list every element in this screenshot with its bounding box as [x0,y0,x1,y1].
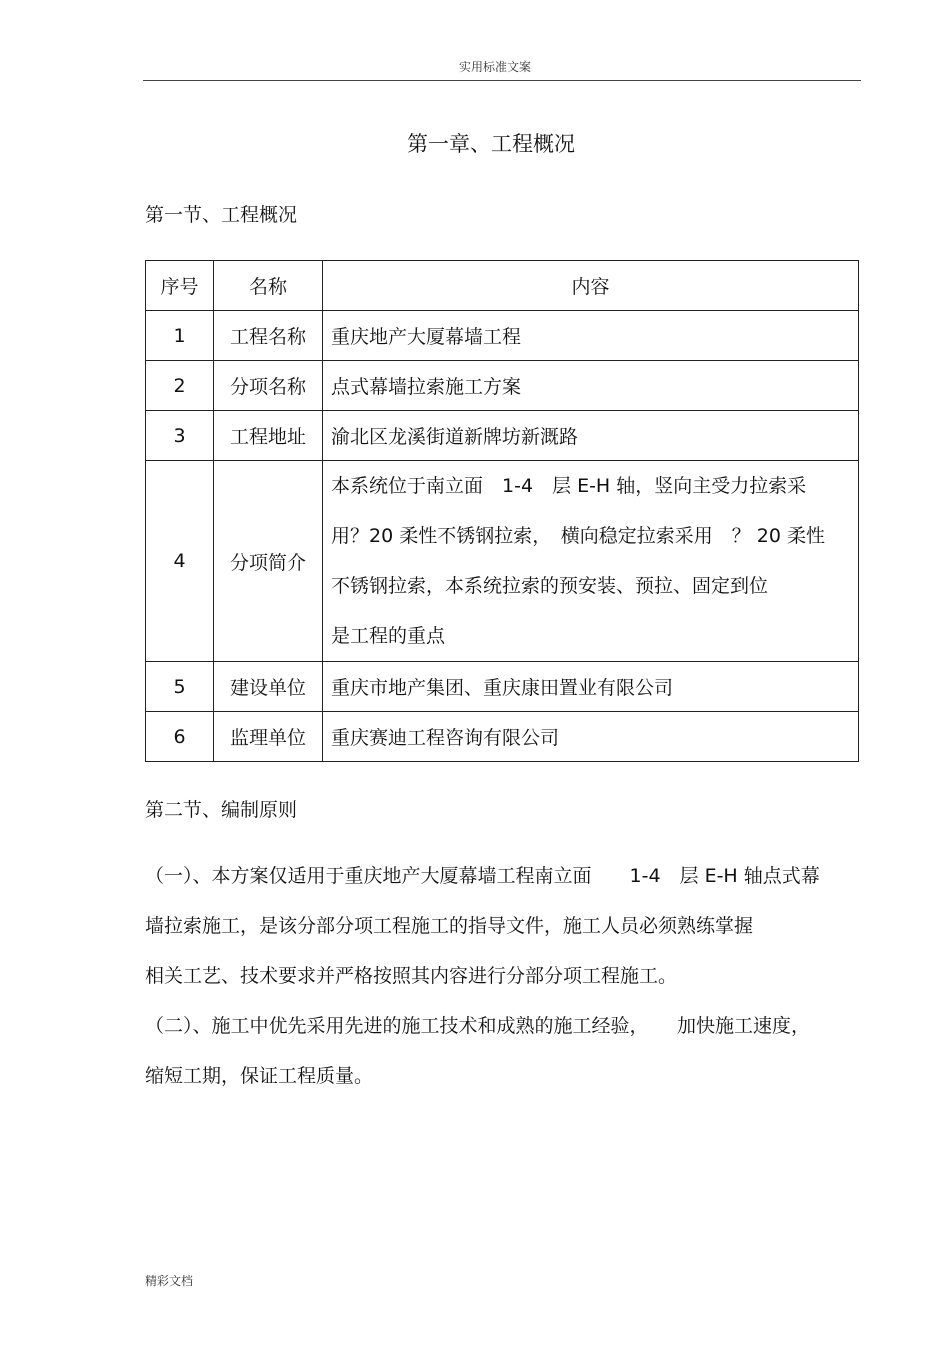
header-name: 名称 [214,261,323,311]
table-row [146,712,859,762]
content-line: 用？20 柔性不锈钢拉索， 横向稳定拉索采用 ？ 20 柔性 [331,525,825,547]
row-no: 4 [146,461,214,662]
row-content: 重庆赛迪工程咨询有限公司 [323,712,859,762]
header-divider [143,80,861,81]
row-name: 分项简介 [214,461,323,662]
row-name: 工程名称 [214,311,323,361]
row-no: 1 [146,311,214,361]
paragraph-line: （二）、施工中优先采用先进的施工技术和成熟的施工经验， 加快施工速度， [145,1015,811,1037]
paragraph-line: 缩短工期，保证工程质量。 [145,1065,374,1087]
row-no: 2 [146,361,214,411]
paragraph-line: 墙拉索施工，是该分部分项工程施工的指导文件，施工人员必须熟练掌握 [145,915,754,937]
row-no: 5 [146,662,214,712]
row-name: 工程地址 [214,411,323,461]
row-name: 建设单位 [214,662,323,712]
row-name: 监理单位 [214,712,323,762]
content-line: 不锈钢拉索，本系统拉索的预安装、预拉、固定到位 [331,575,769,597]
table-row [146,311,859,361]
row-content-multiline [323,461,859,662]
chapter-title: 第一章、工程概况 [407,132,575,156]
row-no: 3 [146,411,214,461]
row-content: 重庆地产大厦幕墙工程 [323,311,859,361]
page-header: 实用标准文案 [458,60,531,74]
header-content: 内容 [323,261,859,311]
table-row [146,361,859,411]
content-line: 本系统位于南立面 1-4 层 E-H 轴，竖向主受力拉索采 [331,475,807,497]
paragraph-line: （一）、本方案仅适用于重庆地产大厦幕墙工程南立面 1-4 层 E-H 轴点式幕 [145,865,820,887]
table-header-row [146,261,859,311]
row-content: 重庆市地产集团、重庆康田置业有限公司 [323,662,859,712]
row-content: 渝北区龙溪街道新牌坊新溉路 [323,411,859,461]
row-no: 6 [146,712,214,762]
principle-paragraph-2 [145,1001,859,1101]
header-no: 序号 [146,261,214,311]
project-overview-table [145,260,859,762]
content-line: 是工程的重点 [331,625,446,647]
table-row [146,411,859,461]
row-name: 分项名称 [214,361,323,411]
row-content: 点式幕墙拉索施工方案 [323,361,859,411]
table-row [146,461,859,662]
principle-paragraph-1 [145,851,859,1001]
section1-title: 第一节、工程概况 [145,204,298,226]
paragraph-line: 相关工艺、技术要求并严格按照其内容进行分部分项工程施工。 [145,965,678,987]
page-footer: 精彩文档 [145,1274,194,1288]
section2-title: 第二节、编制原则 [145,799,298,821]
table-row [146,662,859,712]
